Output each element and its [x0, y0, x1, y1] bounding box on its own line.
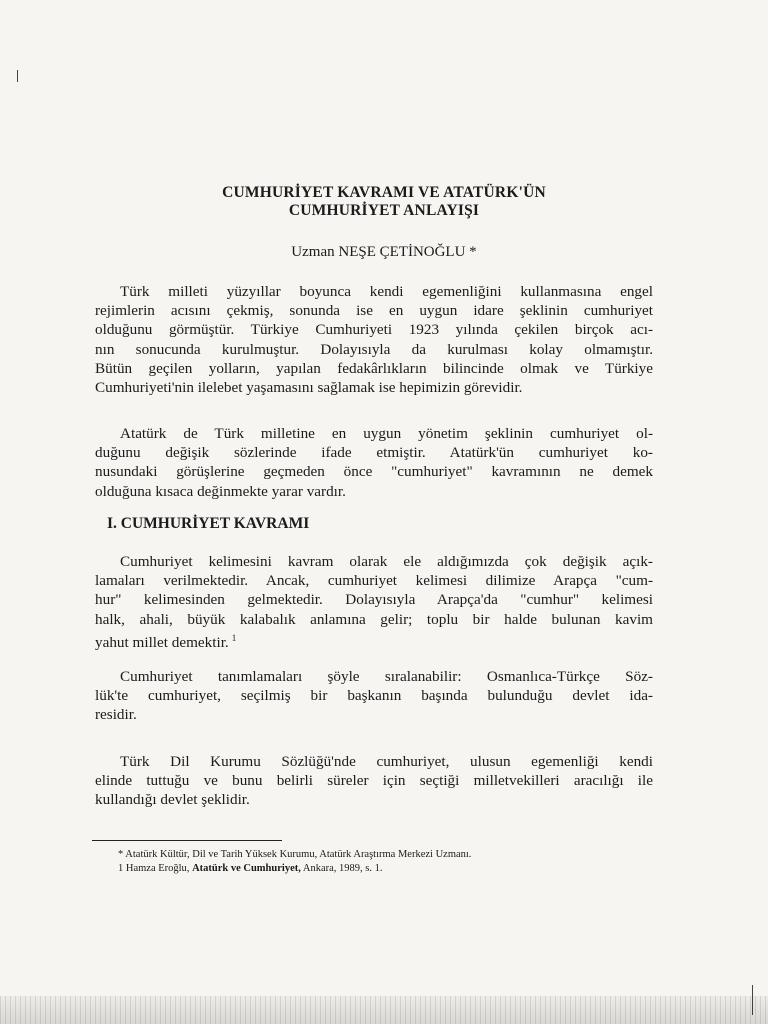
footnote-divider — [92, 840, 282, 841]
paragraph-line: duğunu değişik sözlerinde ifade etmiştir. Atatürk'ün cumhuriyet ko- — [95, 444, 653, 462]
paragraph-line: lamaları verilmektedir. Ancak, cumhuriyet kelimesi dilimize Arapça "cum- — [95, 572, 653, 590]
paragraph-line: Cumhuriyet kelimesini kavram olarak ele aldığımızda çok değişik açık- — [120, 553, 653, 570]
paragraph-line: hur" kelimesinden gelmektedir. Dolayısıyla Arapça'da "cumhur" kelimesi — [95, 591, 653, 609]
footnote-1-author: 1 Hamza Eroğlu, — [118, 863, 193, 874]
paragraph-line: Atatürk de Türk milletine en uygun yönetim şeklinin cumhuriyet ol- — [120, 425, 653, 442]
paragraph-line: halk, ahali, büyük kalabalık anlamına gelir; toplu bir halde bulunan kavim — [95, 610, 653, 628]
paragraph-line: olduğuna kısaca değinmekte yarar vardır. — [95, 482, 346, 500]
paragraph-line: Cumhuriyet tanımlamaları şöyle sıralanabilir: Osmanlıca-Türkçe Söz- — [120, 668, 653, 685]
paragraph-line: nın sonucunda kurulmuştur. Dolayısıyla da kurulması kolay olmamıştır. — [95, 340, 653, 358]
paragraph-line-text: yahut millet demektir. — [95, 633, 229, 651]
paragraph-line: residir. — [95, 706, 137, 724]
paragraph-line: elinde tuttuğu ve bunu belirli süreler için seçtiği milletvekilleri aracılığı ile — [95, 772, 653, 790]
paragraph-3 — [95, 552, 653, 652]
paragraph-line: Bütün geçilen yolların, yapılan fedakârlıkların bilincinde olmak ve Türkiye — [95, 359, 653, 377]
paragraph-line: rejimlerin acısını çekmiş, sonunda ise en uygun idare şeklinin cumhuriyet — [95, 302, 653, 320]
footnotes — [118, 848, 471, 876]
paragraph-line: kullandığı devlet şeklidir. — [95, 791, 250, 809]
title-line-2: CUMHURİYET ANLAYIŞI — [288, 202, 480, 219]
paragraph-line: Türk milleti yüzyıllar boyunca kendi egemenliğini kullanmasına engel — [120, 283, 653, 300]
footnote-star: * Atatürk Kültür, Dil ve Tarih Yüksek Kurumu, Atatürk Araştırma Merkezi Uzmanı. — [118, 849, 472, 860]
footnote-1 — [118, 862, 471, 876]
section-heading: I. CUMHURİYET KAVRAMI — [107, 515, 310, 532]
paragraph-line: lük'te cumhuriyet, seçilmiş bir başkanın başında bulunduğu devlet ida- — [95, 687, 653, 705]
paragraph-line: olduğunu görmüştür. Türkiye Cumhuriyeti 1923 yılında çekilen birçok acı- — [95, 321, 653, 339]
footnote-1-details: Ankara, 1989, s. 1. — [300, 863, 383, 874]
scan-noise-strip — [0, 996, 768, 1024]
footnote-ref: 1 — [231, 632, 237, 643]
paragraph-2 — [95, 424, 653, 501]
author-line: Uzman NEŞE ÇETİNOĞLU * — [291, 244, 477, 260]
paragraph-1 — [95, 282, 653, 397]
paragraph-line: nusundaki görüşlerine geçmeden önce "cumhuriyet" kavramının ne demek — [95, 463, 653, 481]
paragraph-line: Cumhuriyeti'nin ilelebet yaşamasını sağlamak ise hepimizin görevidir. — [95, 379, 523, 397]
paragraph-5 — [95, 752, 653, 810]
title-line-1: CUMHURİYET KAVRAMI VE ATATÜRK'ÜN — [222, 184, 546, 201]
paragraph-4 — [95, 667, 653, 725]
scan-mark-left — [17, 70, 18, 82]
paragraph-line: Türk Dil Kurumu Sözlüğü'nde cumhuriyet, ulusun egemenliği kendi — [120, 753, 653, 770]
footnote-1-title: Atatürk ve Cumhuriyet, — [192, 863, 301, 874]
paragraph-line — [95, 629, 653, 652]
